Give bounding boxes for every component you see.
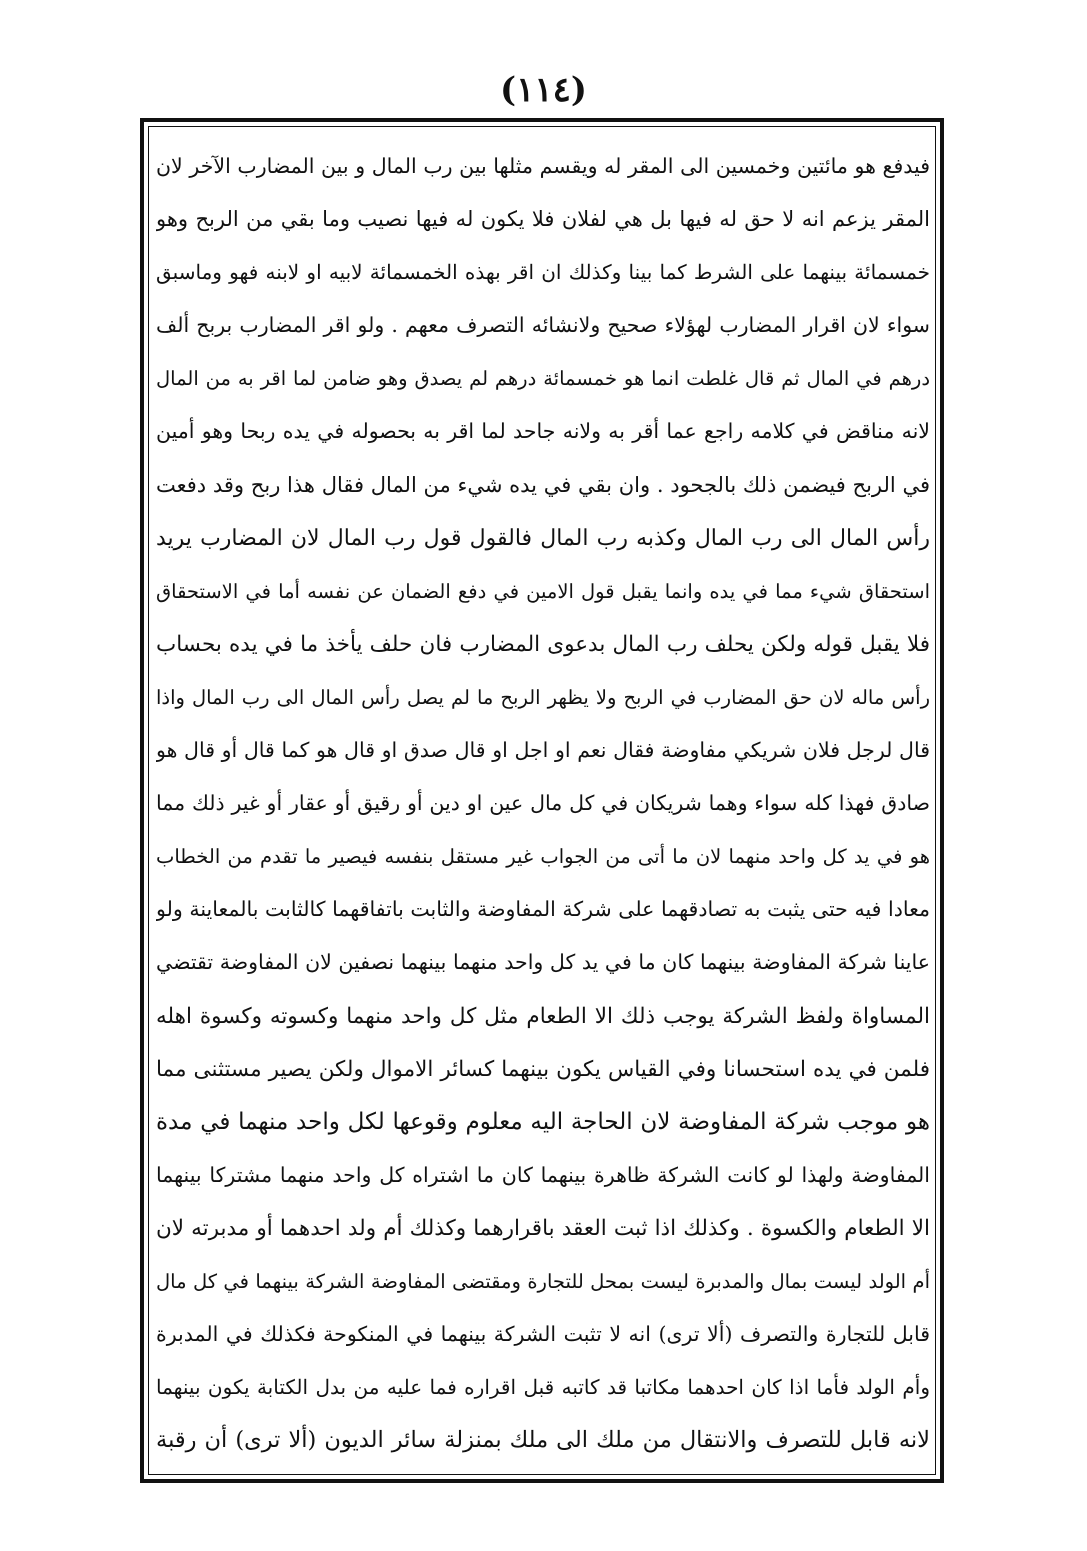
text-line: لانه مناقض في كلامه راجع عما أقر به ولانه جاحد لما اقر به بحصوله في يده ربحا وهو أمين: [156, 419, 930, 444]
text-line: هو موجب شركة المفاوضة لان الحاجة اليه معلوم وقوعها لكل واحد منهما في مدة: [156, 1108, 930, 1135]
text-line: المقر يزعم انه لا حق له فيها بل هي لفلان فلا يكون له فيها نصيب وما بقي من الربح وهو: [156, 207, 930, 232]
text-line: درهم في المال ثم قال غلطت انما هو خمسمائة درهم لم يصدق وهو ضامن لما اقر به من المال: [156, 367, 930, 391]
text-line: رأس ماله لان حق المضارب في الربح ولا يظهر الربح ما لم يصل رأس المال الى رب المال واذا: [156, 685, 930, 709]
text-line: صادق فهذا كله سواء وهما شريكان في كل مال عين او دين أو رقيق أو عقار أو غير ذلك مما: [156, 791, 930, 816]
text-line: الا الطعام والكسوة . وكذلك اذا ثبت العقد باقرارهما وكذلك أم ولد احدهما أو مدبرته لان: [156, 1215, 930, 1241]
text-line: وأم الولد فأما اذا كان احدهما مكاتبا قد كاتبه قبل اقراره فما عليه من بدل الكتابة يكون بينهما: [156, 1375, 930, 1400]
text-line: أم الولد ليست بمال والمدبرة ليست بمحل للتجارة ومقتضى المفاوضة الشركة بينهما في كل مال: [156, 1269, 930, 1293]
text-line: رأس المال الى رب المال وكذبه رب المال فالقول قول رب المال لان المضارب يريد: [156, 525, 930, 551]
text-line: استحقاق شيء مما في يده وانما يقبل قول الامين في دفع الضمان عن نفسه أما في الاستحقاق: [156, 579, 930, 603]
text-line: هو في يد كل واحد منهما لان ما أتى من الجواب غير مستقل بنفسه فيصير ما تقدم من الخطاب: [156, 845, 930, 869]
text-line: المساواة ولفظ الشركة يوجب ذلك الا الطعام مثل كل واحد منهما وكسوته وكسوة اهله: [156, 1003, 930, 1029]
text-line: قال لرجل فلان شريكي مفاوضة فقال نعم او اجل او قال صدق او قال هو كما قال أو قال هو: [156, 738, 930, 763]
text-line: فلا يقبل قوله ولكن يحلف رب المال بدعوى المضارب فان حلف يأخذ ما في يده بحساب: [156, 631, 930, 657]
text-line: المفاوضة ولهذا لو كانت الشركة ظاهرة بينهما كان ما اشتراه كل واحد منهما مشتركا بينهما: [156, 1162, 930, 1187]
text-body: [156, 140, 930, 1470]
text-line: سواء لان اقرار المضارب لهؤلاء صحيح ولانشائه التصرف معهم . ولو اقر المضارب بربح ألف: [156, 313, 930, 338]
text-line: في الربح فيضمن ذلك بالجحود . وان بقي في يده شيء من المال فقال هذا ربح وقد دفعت: [156, 472, 930, 497]
text-line: لانه قابل للتصرف والانتقال من ملك الى ملك بمنزلة سائر الديون (ألا ترى) أن رقبة: [156, 1427, 930, 1454]
text-line: عاينا شركة المفاوضة بينهما كان ما في يد كل واحد منهما بينهما نصفين لان المفاوضة تقتضي: [156, 950, 930, 975]
text-line: معادا فيه حتى يثبت به تصادقهما على شركة المفاوضة والثابت باتفاقهما كالثابت بالمعاينة ولو: [156, 897, 930, 922]
text-line: قابل للتجارة والتصرف (ألا ترى) انه لا تثبت الشركة بينهما في المنكوحة فكذلك في المدبرة: [156, 1322, 930, 1347]
text-line: فلمن في يده استحسانا وفي القياس يكون بينهما كسائر الاموال ولكن يصير مستثنى مما: [156, 1056, 930, 1082]
text-line: فيدفع هو مائتين وخمسين الى المقر له ويقسم مثلها بين رب المال و بين المضارب الآخر لان: [156, 154, 930, 178]
text-line: خمسمائة بينهما على الشرط كما بينا وكذلك ان اقر بهذه الخمسمائة لابيه او لابنه فهو وماسبق: [156, 260, 930, 285]
page-number: (١١٤): [500, 70, 587, 110]
